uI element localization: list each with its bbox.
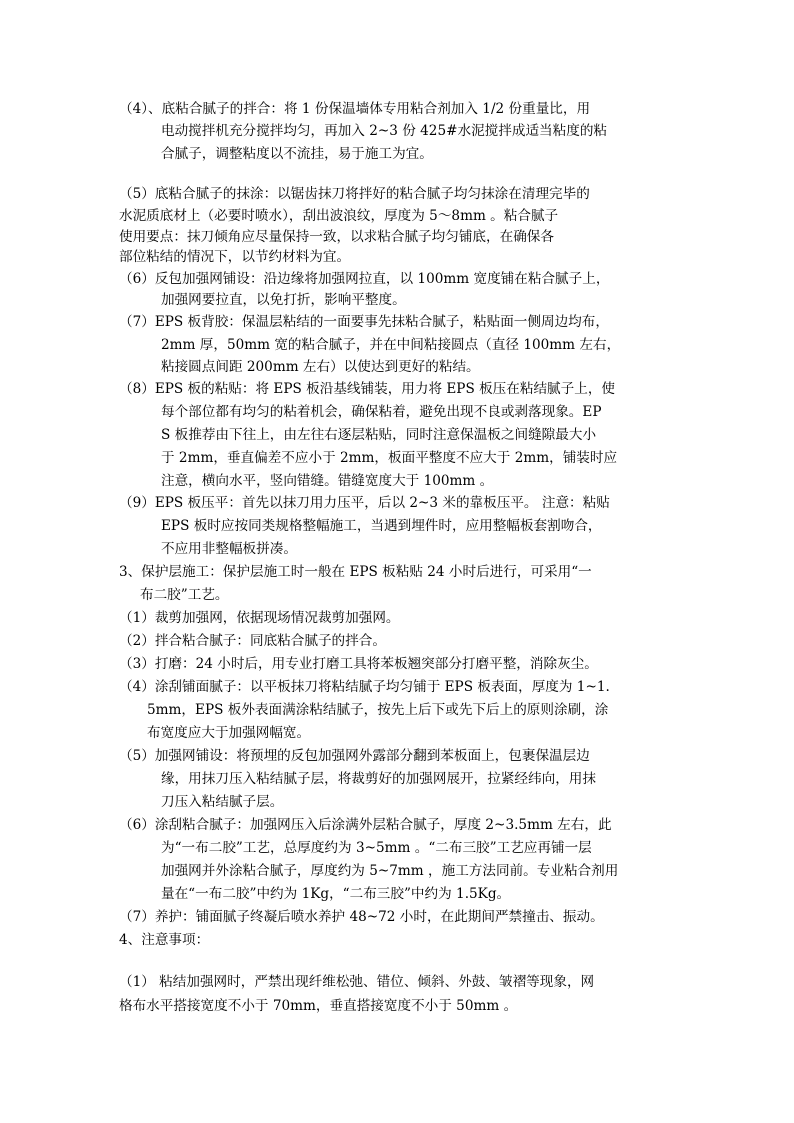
line-39: 格布水平搭接宽度不小于 70mm，垂直搭接宽度不小于 50mm 。 bbox=[119, 998, 518, 1014]
line-16: 于 2mm，垂直偏差不应小于 2mm，板面平整度不应大于 2mm，铺装时应 bbox=[161, 450, 618, 466]
line-14: 每个部位都有均匀的粘着机会，确保粘着，避免出现不良或剥落现象。EP bbox=[161, 404, 602, 420]
line-33: 为“一布二胶”工艺，总厚度约为 3~5mm 。“二布三胶”工艺应再铺一层 bbox=[161, 840, 592, 856]
line-8: （6）反包加强网铺设：沿边缘将加强网拉直，以 100mm 宽度铺在粘合腻子上， bbox=[119, 271, 610, 287]
line-27: 5mm，EPS 板外表面满涂粘结腻子，按先上后下或先下后上的原则涂刷，涂 bbox=[147, 702, 609, 718]
line-34: 加强网并外涂粘合腻子，厚度约为 5~7mm ，施工方法同前。专业粘合剂用 bbox=[161, 863, 619, 879]
line-23: （1）裁剪加强网，依据现场情况裁剪加强网。 bbox=[119, 610, 400, 626]
line-19: EPS 板时应按同类规格整幅施工，当遇到埋件时，应用整幅板套割吻合， bbox=[161, 518, 602, 534]
line-1: （4）、底粘合腻子的拌合：将 1 份保温墙体专用粘合剂加入 1/2 份重量比，用 bbox=[119, 101, 591, 117]
line-30: 缘，用抹刀压入粘结腻子层，将裁剪好的加强网展开，拉紧经纬向，用抹 bbox=[161, 771, 596, 787]
line-21: 3、保护层施工：保护层施工时一般在 EPS 板粘贴 24 小时后进行，可采用“一 bbox=[119, 564, 592, 580]
line-36: （7）养护：铺面腻子终凝后喷水养护 48~72 小时，在此期间严禁撞击、振动。 bbox=[119, 909, 604, 925]
line-28: 布宽度应大于加强网幅宽。 bbox=[147, 725, 311, 741]
line-17: 注意，横向水平，竖向错缝。错缝宽度大于 100mm 。 bbox=[161, 473, 494, 489]
line-20: 不应用非整幅板拼凑。 bbox=[161, 541, 297, 557]
line-32: （6）涂刮粘合腻子：加强网压入后涂满外层粘合腻子，厚度 2~3.5mm 左右，此 bbox=[119, 817, 612, 833]
line-9: 加强网要拉直，以免打折，影响平整度。 bbox=[161, 292, 406, 308]
line-4: （5）底粘合腻子的抹涂：以锯齿抹刀将拌好的粘合腻子均匀抹涂在清理完毕的 bbox=[119, 186, 590, 202]
line-3: 合腻子，调整粘度以不流挂，易于施工为宜。 bbox=[161, 146, 433, 162]
line-25: （3）打磨：24 小时后，用专业打磨工具将苯板翘突部分打磨平整，消除灰尘。 bbox=[119, 656, 598, 672]
line-29: （5）加强网铺设：将预埋的反包加强网外露部分翻到苯板面上，包裹保温层边 bbox=[119, 748, 590, 764]
line-22: 布二胶”工艺。 bbox=[140, 587, 229, 603]
line-38: （1） 粘结加强网时，严禁出现纤维松弛、错位、倾斜、外鼓、皱褶等现象，网 bbox=[119, 974, 595, 990]
line-7: 部位粘结的情况下，以节约材料为宜。 bbox=[119, 249, 351, 265]
line-12: 粘接圆点间距 200mm 左右）以使达到更好的粘结。 bbox=[161, 359, 480, 375]
line-5: 水泥质底材上（必要时喷水），刮出波浪纹，厚度为 5～8mm 。粘合腻子 bbox=[119, 208, 559, 224]
line-15: S 板推荐由下往上，由左往右逐层粘贴，同时注意保温板之间缝隙最大小 bbox=[161, 427, 597, 443]
line-11: 2mm 厚，50mm 宽的粘合腻子，并在中间粘接圆点（直径 100mm 左右， bbox=[161, 337, 621, 353]
line-35: 量在“一布二胶”中约为 1Kg，“二布三胶”中约为 1.5Kg。 bbox=[161, 886, 511, 902]
line-13: （8）EPS 板的粘贴：将 EPS 板沿基线铺装，用力将 EPS 板压在粘结腻子上，使 bbox=[119, 381, 616, 397]
line-37: 4、注意事项： bbox=[119, 932, 210, 948]
line-26: （4）涂刮铺面腻子：以平板抹刀将粘结腻子均匀铺于 EPS 板表面，厚度为 1~1. bbox=[119, 679, 610, 695]
line-6: 使用要点：抹刀倾角应尽量保持一致，以求粘合腻子均匀铺底，在确保各 bbox=[119, 229, 554, 245]
line-31: 刀压入粘结腻子层。 bbox=[161, 794, 284, 810]
line-2: 电动搅拌机充分搅拌均匀，再加入 2~3 份 425#水泥搅拌成适当粘度的粘 bbox=[161, 123, 608, 139]
line-10: （7）EPS 板背胶：保温层粘结的一面要事先抹粘合腻子，粘贴面一侧周边均布， bbox=[119, 314, 609, 330]
line-24: （2）拌合粘合腻子：同底粘合腻子的拌合。 bbox=[119, 633, 386, 649]
line-18: （9）EPS 板压平：首先以抹刀用力压平，后以 2~3 米的靠板压平。 注意：粘贴 bbox=[119, 495, 610, 511]
